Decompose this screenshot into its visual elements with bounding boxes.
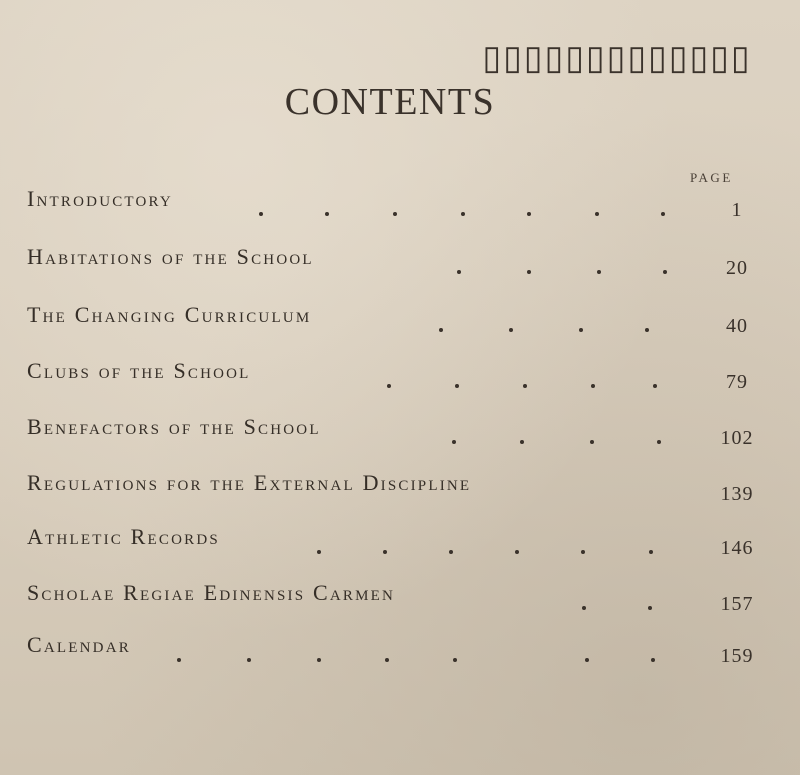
toc-row-regulations bbox=[27, 462, 767, 505]
toc-row-clubs bbox=[27, 350, 767, 393]
toc-entry-title: Athletic Records bbox=[27, 524, 220, 549]
toc-entry-page: 146 bbox=[720, 537, 754, 559]
toc-entry-title: Habitations of the School bbox=[27, 244, 314, 269]
leader-dots bbox=[439, 322, 689, 332]
show-through-heading: ▯▯▯▯▯▯▯▯▯▯▯▯▯ bbox=[480, 40, 750, 77]
leader-dots bbox=[317, 544, 697, 554]
toc-row-curriculum bbox=[27, 294, 767, 337]
leader-dots bbox=[387, 378, 687, 388]
toc-entry-title: Calendar bbox=[27, 632, 131, 657]
toc-row-benefactors bbox=[27, 406, 767, 449]
toc-entry-title: Introductory bbox=[27, 186, 173, 211]
toc-entry-page: 159 bbox=[720, 645, 754, 667]
toc-row-athletic bbox=[27, 516, 767, 559]
toc-entry-page: 102 bbox=[720, 427, 754, 449]
leader-dots bbox=[452, 434, 692, 444]
toc-entry-page: 79 bbox=[726, 371, 748, 393]
leader-dots bbox=[582, 600, 692, 610]
toc-entry-page: 1 bbox=[731, 199, 743, 221]
toc-row-habitations bbox=[27, 236, 767, 279]
toc-entry-title: Benefactors of the School bbox=[27, 414, 321, 439]
page-column-label: PAGE bbox=[690, 170, 733, 185]
leader-dots bbox=[259, 206, 679, 216]
page-title: CONTENTS bbox=[284, 81, 496, 123]
toc-row-calendar bbox=[27, 624, 767, 667]
toc-row-introductory bbox=[27, 178, 767, 221]
toc-entry-page: 157 bbox=[720, 593, 754, 615]
leader-dots bbox=[457, 264, 687, 274]
toc-entry-title: The Changing Curriculum bbox=[27, 302, 312, 327]
leader-dots bbox=[177, 652, 697, 662]
toc-entry-title: Scholae Regiae Edinensis Carmen bbox=[27, 580, 396, 605]
toc-entry-page: 40 bbox=[726, 315, 748, 337]
toc-entry-page: 139 bbox=[720, 483, 754, 505]
toc-entry-title: Clubs of the School bbox=[27, 358, 251, 383]
toc-entry-title: Regulations for the External Discipline bbox=[27, 470, 472, 495]
toc-row-carmen bbox=[27, 572, 767, 615]
toc-entry-page: 20 bbox=[726, 257, 748, 279]
